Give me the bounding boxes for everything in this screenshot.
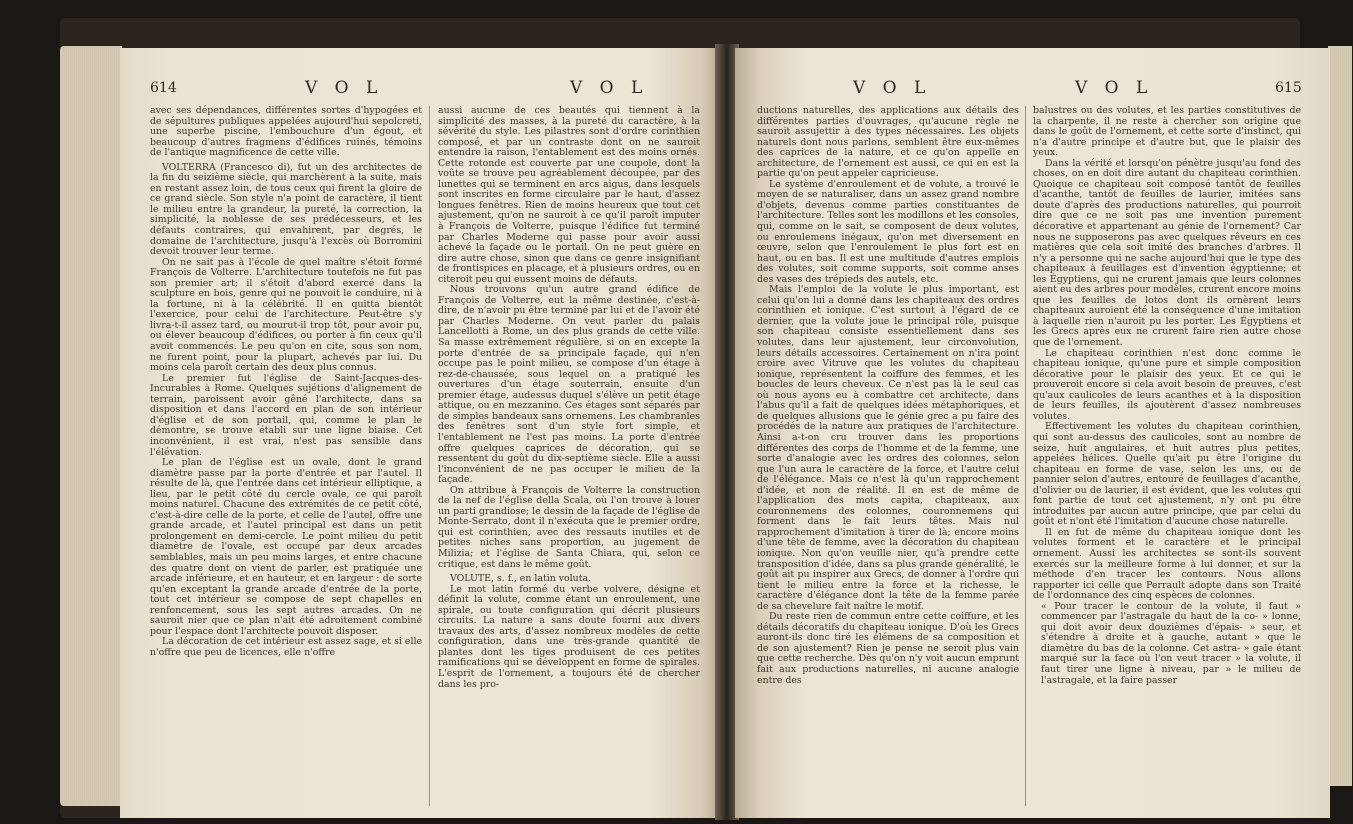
paragraph: Du reste rien de commun entre cette coiffure, et les détails décoratifs du chapiteau ionique. D'où les Grecs auront-ils donc tiré les élémens de sa composition et de son ajustement? Rien je pense ne seroit plus vain que cette recherche. Dès qu'on n'y voit aucun emprunt fait aux productions naturelles, ni aucune analogie entre des <box>757 611 1019 686</box>
column-rule <box>1025 106 1026 806</box>
paragraph: On ne sait pas à l'école de quel maître s'étoit formé François de Volterre. L'architecture toutefois ne fut pas son premier art; il s'étoit d'abord exercé dans la sculpture en bois, genre qui ne pouvoit le conduire, ni à la fortune, ni à la célébrité. Il en quitta bientôt l'exercice, pour celui de l'architecture. Peut-être s'y livra-t-il assez tard, ou mourut-il trop tôt, pour avoir pu, ou élever beaucoup d'édifices, ou porter à fin ceux qu'il avoit commencés. Le peu qu'on en cite, sous son nom, ne furent point, pour la plupart, achevés par lui. Du moins cela paroît certain des deux plus connus. <box>150 256 422 374</box>
paragraph: Dans la vérité et lorsqu'on pénètre jusqu'au fond des choses, on en doit dire autant du chapiteau corinthien. Quoique ce chapiteau soit composé tantôt de feuilles d'acanthe, tantôt de feuilles de laurier, imitées sans doute d'après des productions naturelles, qui pourroit dire que ce ne soit pas une invention purement décorative et appartenant au génie de l'ornement? Car nous ne supposerons pas avec quelques rêveurs en ces matières que cela soit imité des branches d'arbres. Il n'y a personne qui ne sache aujourd'hui que le type des chapiteaux à feuillages est d'invention égyptienne; et les Égyptiens, qui ne crurent jamais que leurs colonnes aient eu des arbres pour modèles, crurent encore moins que les feuilles de lotos dont ils ornèrent leurs chapiteaux auroient été la conséquence d'une imitation à laquelle rien n'auroit pu les porter. Les Égyptiens et les Grecs après eux ne crurent faire rien autre chose que de l'ornement. <box>1033 157 1301 349</box>
right-page-column-1 <box>757 106 1019 686</box>
paragraph: Le mot latin formé du verbe volvere, désigne et définit la volute, comme étant un enroulement, une spirale, ou toute configuration qui décrit plusieurs circuits. La nature a sans doute fourni aux divers travaux des arts, d'assez nombreux modèles de cette configuration, dans une très-grande quantité de plantes dont les tiges produisent de ces petites ramifications qui se développent en forme de spirales. L'esprit de l'ornement, a toujours été de chercher dans les pro- <box>438 583 700 690</box>
paragraph: aussi aucune de ces beautés qui tiennent à la simplicité des masses, à la pureté du caractère, à la sévérité du style. Les pilastres sont d'ordre corinthien composé, et par un contraste dont on ne sauroit entendre la raison, l'entablement est des moins ornés. Cette rotonde est couverte par une coupole, dont la voûte se trouve peu agréablement découpée, par des lunettes qui se terminent en arcs aigus, dans lesquels sont inscrites en forme circulaire par le haut, d'assez longues fenêtres. Rien de moins heureux que tout cet ajustement, qu'on ne sauroit à ce qu'il paroît imputer à François de Volterre, puisque l'édifice fut terminé par Charles Moderne qui passe pour avoir aussi achevé la façade ou le portail. On ne peut guère en dire autre chose, sinon que dans ce genre insignifiant de frontispices en placage, et à plusieurs ordres, ou en citeroit peu qui eussent moins de défauts. <box>438 105 700 285</box>
paragraph: ductions naturelles, des applications aux détails des différentes parties d'ouvrages, qu'aucune règle ne sauroit assujettir à des types nécessaires. Les objets naturels dont nous parlons, semblent être eux-mêmes des caprices de la nature, et ce qu'on appelle en architecture, de l'ornement est aussi, ce qui en est la partie qu'on peut appeler capricieuse. <box>757 105 1019 180</box>
paragraph: Le plan de l'église est un ovale, dont le grand diamètre passe par la porte d'entrée et par l'autel. Il résulte de là, que l'entrée dans cet intérieur elliptique, a lieu, par le petit côté du cercle ovale, ce qui paroît moins naturel. Chacune des extrémités de ce petit côté, c'est-à-dire celle de la porte, et celle de l'autel, offre une grande arcade, et l'autel principal est dans un petit prolongement en demi-cercle. Le point milieu du petit diamètre de l'ovale, est occupé par deux arcades semblables, mais un peu moins larges, et entre chacune des quatre dont on vient de parler, est pratiquée une arcade inférieure, et en hauteur, et en largeur : de sorte qu'en exceptant la grande arcade d'entrée de la porte, tout cet intérieur se compose de sept chapelles en renfoncement, sous les sept autres arcades. On ne sauroit nier que ce plan n'ait été adroitement combiné pour l'espace dont l'architecte pouvoit disposer. <box>150 457 422 637</box>
paragraph: Il en fut de même du chapiteau ionique dont les volutes forment et le caractère et le principal ornement. Aussi les architectes se sont-ils souvent exercés sur la meilleure forme à lui donner, et sur la méthode d'en tracer les contours. Nous allons rapporter ici celle que Perrault adopte dans son Traité de l'ordonnance des cinq espèces de colonnes. <box>1033 526 1301 602</box>
paragraph: Le premier fut l'église de Saint-Jacques-des-Incurables à Rome. Quelques sujétions d'alignement de terrain, paroissent avoir gêné l'architecte, dans sa disposition et dans l'accord en plan de son intérieur d'église et de son portail, qui, comme le plan le démontre, se trouve établi sur une ligne biaise. Cet inconvénient, il est vrai, n'est pas sensible dans l'élévation. <box>150 372 422 458</box>
running-head-left: V O L <box>305 78 384 98</box>
page-number: 614 <box>150 80 177 96</box>
paragraph: Mais l'emploi de la volute le plus important, est celui qu'on lui a donné dans les chapiteaux des ordres corinthien et ionique. C'est surtout à l'égard de ce dernier, que la volute joue le principal rôle, puisque son chapiteau consiste essentiellement dans ses volutes, dans leur ajustement, leur circonvolution, leurs détails accessoires. Certainement on n'ira point croire avec Vitruve que les volutes du chapiteau ionique, représentent la coiffure des femmes, et les boucles de leurs cheveux. Ce n'est pas là le seul cas où nous ayons eu à combattre cet architecte, dans l'abus qu'il a fait de quelques idées métaphoriques, et de quelques allusions que le génie grec a pu faire des procédés de la nature aux pratiques de l'architecture. Ainsi a-t-on cru trouver dans les proportions différentes des corps de l'homme et de la femme, une sorte d'analogie avec les ordres des colonnes, selon que l'un aura le caractère de la force, et l'autre celui de l'élégance. Mais ce n'est là qu'un rapprochement d'idée, et non de réalité. Il en est de même de l'application des mots capita, chapiteaux, aux couronnemens des colonnes, couronnemens qui forment dans le fait leurs têtes. Mais nul rapprochement d'imitation à tirer de là; encore moins d'une tête de femme, avec la décoration du chapiteau ionique. Non qu'on veuille nier, qu'à prendre cette transposition d'idée, dans sa plus grande généralité, le goût ait pu inspirer aux Grecs, de donner à l'ordre qui tient le milieu entre la force et la richesse, le caractère d'élégance dont la tête de la femme parée de sa chevelure fait naître le motif. <box>757 284 1019 612</box>
running-head-left: V O L <box>853 78 932 98</box>
left-page <box>120 48 720 818</box>
entry-heading: VOLUTE, s. f., en latin voluta. <box>450 573 592 585</box>
column-rule <box>429 106 430 806</box>
paragraph: Le système d'enroulement et de volute, a trouvé le moyen de se naturaliser, dans un assez grand nombre d'objets, devenus comme parties constituantes de l'architecture. Telles sont les modillons et les consoles, qui, comme on le sait, se composent de deux volutes, ou enroulemens inégaux, qu'on met diversement en œuvre, selon que l'enroulement le plus fort est en haut, ou en bas. Il est une multitude d'autres emplois des volutes, soit comme supports, soit comme anses des vases des trépieds des autels, etc. <box>757 178 1019 285</box>
right-page-column-2 <box>1033 106 1301 686</box>
paragraph: Effectivement les volutes du chapiteau corinthien, qui sont au-dessus des caulicoles, sont au nombre de seize, huit angulaires, et huit autres plus petites, appelées hélices. Quelle qu'ait pu être l'origine du chapiteau en forme de vase, selon les uns, ou de pannier selon d'autres, entouré de feuillages d'acanthe, d'olivier ou de laurier, il est évident, que les volutes qui font partie de tout cet ajustement, n'y ont pu être introduites par aucun autre principe, que par celui du goût et n'ont été l'imitation d'aucune chose naturelle. <box>1033 421 1301 528</box>
running-head-right: V O L <box>570 78 649 98</box>
page-edges-right <box>1328 46 1352 786</box>
page-number: 615 <box>1275 80 1302 96</box>
page-edges-left <box>60 46 122 806</box>
paragraph: On attribue à François de Volterre la construction de la nef de l'église della Scala, où l'on trouve à louer un parti grandiose; le dessin de la façade de l'église de Monte-Serrato, dont il n'exécuta que le premier ordre, qui est corinthien, avec des ressauts inutiles et de petites niches sans proportion, au jugement de Milizia; et l'église de Santa Chiara, qui, selon ce critique, est dans le même goût. <box>438 484 700 570</box>
paragraph: La décoration de cet intérieur est assez sage, et si elle n'offre que peu de licences, elle n'offre <box>150 636 422 658</box>
left-page-column-1 <box>150 106 422 658</box>
quotation: « Pour tracer le contour de la volute, il faut » commencer par l'astragale du haut de la co- » lonne, qui doit avoir deux douzièmes d'épais- » seur, et s'étendre à droite et à gauche, autant » que le diamètre du bas de la colonne. Cet astra- » gale étant marqué sur la face où l'on veut tracer » la volute, il faut tirer une ligne à niveau, par » le milieu de l'astragale, et la faire passer <box>1041 600 1301 686</box>
paragraph: VOLTERRA (Francesco di), fut un des architectes de la fin du seizième siècle, qui marchèrent à la suite, mais en restant assez loin, de tous ceux qui firent la gloire de ce grand siècle. Son style n'a point de caractère, il tient le milieu entre la grandeur, la pureté, la correction, la simplicité, la noblesse de ses prédécesseurs, et les défauts contraires, qui envahirent, par degrés, le domaine de l'architecture, jusqu'à l'excès où Borromini devoit trouver leur terme. <box>150 161 422 258</box>
running-head-right: V O L <box>1075 78 1154 98</box>
paragraph: Le chapiteau corinthien n'est donc comme le chapiteau ionique, qu'une pure et simple composition décorative pour le plaisir des yeux. Et ce qui le prouveroit encore si cela avoit besoin de preuves, c'est qu'aux caulicoles de leurs acanthes et à la disposition de leurs feuilles, ils ajoutèrent d'assez nombreuses volutes. <box>1033 347 1301 422</box>
left-page-column-2 <box>438 106 700 690</box>
right-page <box>735 48 1330 818</box>
paragraph: avec ses dépendances, différentes sortes d'hypogées et de sépultures publiques appelées aujourd'hui sepolcreti, une superbe piscine, l'embouchure d'un égout, et beaucoup d'autres fragmens d'édifices ruinés, témoins de l'antique magnificence de cette ville. <box>150 105 422 159</box>
paragraph: balustres ou des volutes, et les parties constitutives de la charpente, il ne reste à chercher son origine que dans le goût de l'ornement, et cette sorte d'instinct, qui n'a d'autre principe et d'autre but, que le plaisir des yeux. <box>1033 105 1301 159</box>
book <box>60 18 1300 818</box>
paragraph: Nous trouvons qu'un autre grand édifice de François de Volterre, eut la même destinée, c'est-à-dire, de n'avoir pu être terminé par lui et de l'avoir été par Charles Moderne. On veut parler du palais Lancellotti à Rome, un des plus grands de cette ville. Sa masse extrêmement régulière, si on en excepte la porte d'entrée de sa principale façade, qui n'en occupe pas le point milieu, se compose d'un étage à rez-de-chaussée, sous lequel on a pratiqué les ouvertures d'un étage souterrain, ensuite d'un premier étage, audessus duquel s'élève un petit étage attique, ou en mezzanino. Ces étages sont séparés par de simples bandeaux sans ornemens. Les chambranles des fenêtres sont d'un style fort simple, et l'entablement ne l'est pas moins. La porte d'entrée offre quelques caprices de décoration, qui se ressentent du goût du dix-septième siècle. Elle a aussi l'inconvénient de ne pas occuper le milieu de la façade. <box>438 284 700 486</box>
